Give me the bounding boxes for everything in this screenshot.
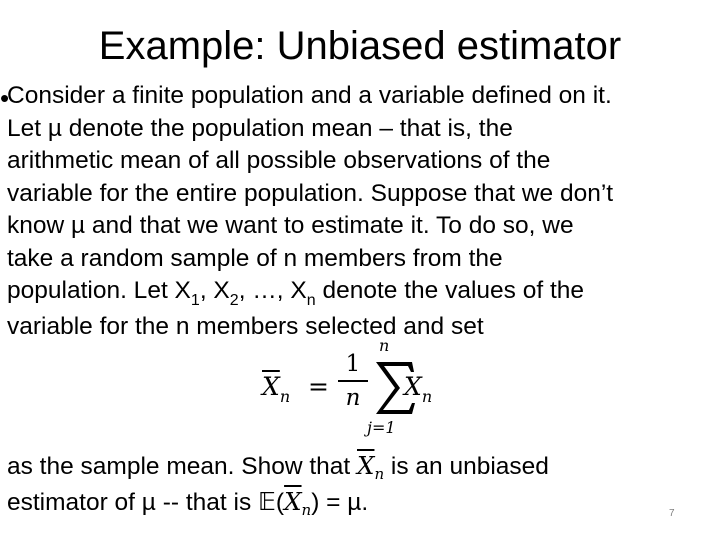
- body-line-5: know µ and that we want to estimate it. To do so, we: [7, 212, 574, 239]
- body-line-8: variable for the n members selected and set: [7, 312, 484, 340]
- body-line-1: Consider a finite population and a variable defined on it.: [7, 82, 612, 109]
- conclusion-line-2: [7, 486, 707, 522]
- body-line-3: arithmetic mean of all possible observations of the: [7, 147, 551, 174]
- body-line-7-part-d: denote the values of the: [315, 277, 585, 304]
- subscript-2: 2: [229, 292, 239, 309]
- body-line-6: take a random sample of n members from the: [7, 244, 503, 272]
- expectation-var: $\overline{X}$: [284, 486, 302, 516]
- expectation-symbol: 𝔼: [258, 488, 276, 516]
- formula-rhs-var: X: [404, 372, 422, 401]
- formula-equals: =: [308, 372, 329, 401]
- summation-lower-limit: j=1: [367, 418, 396, 437]
- formula-fraction: [338, 350, 368, 412]
- body-text: [7, 80, 707, 343]
- conclusion-line-2-part-a: estimator of µ -- that is: [7, 488, 259, 516]
- expectation-argument: [284, 486, 312, 519]
- body-line-7-part-c: , …, X: [238, 277, 307, 304]
- open-paren: (: [275, 488, 285, 516]
- summation-upper-limit: n: [379, 336, 390, 355]
- formula-rhs: [404, 372, 433, 406]
- conclusion-text: [7, 450, 707, 521]
- formula-rhs-sub: n: [421, 387, 433, 406]
- bullet-icon: •: [0, 83, 10, 113]
- conclusion-line-1: [7, 450, 707, 486]
- body-line-7-part-a: population. Let X: [7, 277, 191, 304]
- page-number: 7: [669, 508, 675, 519]
- sample-mean-var: $\overline{X}$: [357, 451, 375, 480]
- conclusion-line-1-part-b: is an unbiased: [384, 453, 549, 480]
- body-line-7-part-b: , X: [199, 277, 230, 304]
- formula-lhs-sub: n: [279, 387, 291, 406]
- slide-title: Example: Unbiased estimator: [98, 24, 622, 68]
- body-line-2: Let µ denote the population mean – that is, the: [7, 114, 513, 142]
- body-line-4: variable for the entire population. Suppose that we don’t: [7, 179, 614, 207]
- fraction-denominator: n: [345, 385, 361, 411]
- sample-mean-sub: n: [374, 465, 385, 483]
- fraction-numerator: 1: [345, 351, 361, 377]
- subscript-1: 1: [190, 292, 200, 309]
- subscript-n: n: [306, 292, 316, 309]
- formula-lhs-var: $\overline{X}$: [262, 372, 280, 401]
- sample-mean-symbol: [357, 451, 385, 483]
- conclusion-line-2-part-b: ) = µ.: [311, 488, 369, 516]
- expectation-sub: n: [301, 500, 312, 519]
- conclusion-line-1-part-a: as the sample mean. Show that: [7, 453, 357, 480]
- body-line-7: [7, 275, 707, 311]
- formula-lhs: [262, 372, 291, 406]
- sample-mean-formula: [262, 336, 452, 440]
- fraction-bar: [338, 380, 368, 382]
